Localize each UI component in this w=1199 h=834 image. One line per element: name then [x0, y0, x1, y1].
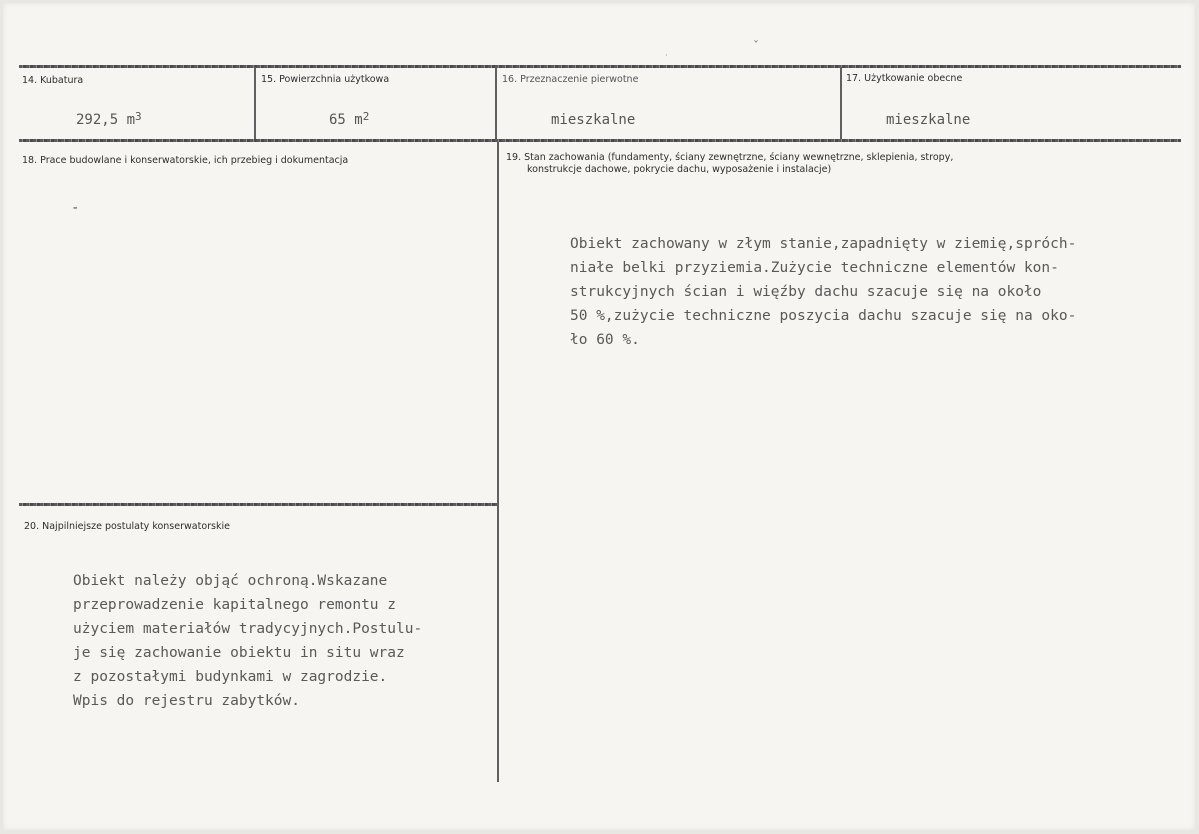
main-column-divider — [497, 142, 499, 782]
field-19-label-line-2: konstrukcje dachowe, pokrycie dachu, wyposażenie i instalacje) — [527, 164, 832, 175]
field-14-value — [76, 112, 142, 128]
field-19-text — [570, 232, 1076, 352]
field-20-text-line: użyciem materiałów tradycyjnych.Postulu- — [73, 621, 423, 637]
field-20-text-line: Wpis do rejestru zabytków. — [73, 693, 300, 709]
field-17-value: mieszkalne — [886, 112, 971, 128]
header-bottom-rule — [19, 139, 1181, 142]
field-14-value-text: 292,5 m — [76, 112, 136, 128]
field-19-text-line: strukcyjnych ścian i więźby dachu szacuje się na około — [570, 284, 1042, 300]
field-20-label: 20. Najpilniejsze postulaty konserwatorskie — [24, 521, 230, 532]
field-20-text — [73, 569, 422, 713]
field-19-label-line-1: 19. Stan zachowania (fundamenty, ściany zewnętrzne, ściany wewnętrzne, sklepienia, stropy, — [506, 152, 954, 163]
top-rule — [19, 65, 1181, 68]
divider-16-17 — [840, 67, 842, 140]
field-20-text-line: przeprowadzenie kapitalnego remontu z — [73, 597, 397, 613]
field-17-label: 17. Użytkowanie obecne — [846, 73, 963, 84]
divider-14-15 — [254, 67, 256, 140]
field-14-unit-exponent: 3 — [135, 110, 142, 123]
field-19-text-line: ło 60 %. — [570, 332, 640, 348]
field-16-label: 16. Przeznaczenie pierwotne — [502, 74, 639, 85]
field-15-value — [329, 112, 369, 128]
field-15-value-text: 65 m — [329, 112, 363, 128]
field-20-text-line: z pozostałymi budynkami w zagrodzie. — [73, 669, 388, 685]
field-14-label: 14. Kubatura — [22, 75, 84, 86]
paper-speck-mark: · — [665, 51, 668, 60]
field-20-text-line: je się zachowanie obiektu in situ wraz — [73, 645, 405, 661]
field-16-value: mieszkalne — [551, 112, 636, 128]
field-20-text-line: Obiekt należy objąć ochroną.Wskazane — [73, 573, 388, 589]
record-card — [3, 3, 1195, 830]
field-19-text-line: niałe belki przyziemia.Zużycie techniczne elementów kon- — [570, 260, 1059, 276]
field-19-text-line: Obiekt zachowany w złym stanie,zapadnięty w ziemię,spróch- — [570, 236, 1077, 252]
field-18-label: 18. Prace budowlane i konserwatorskie, ich przebieg i dokumentacja — [22, 155, 349, 166]
paper-speck-mark: ˇ — [753, 39, 759, 53]
field-18-value: - — [71, 200, 80, 216]
divider-15-16 — [495, 67, 497, 140]
field-15-unit-exponent: 2 — [362, 110, 370, 123]
left-column-rule — [19, 503, 497, 506]
field-19-text-line: 50 %,zużycie techniczne poszycia dachu szacuje się na oko- — [570, 308, 1077, 324]
field-15-label: 15. Powierzchnia użytkowa — [261, 74, 390, 85]
